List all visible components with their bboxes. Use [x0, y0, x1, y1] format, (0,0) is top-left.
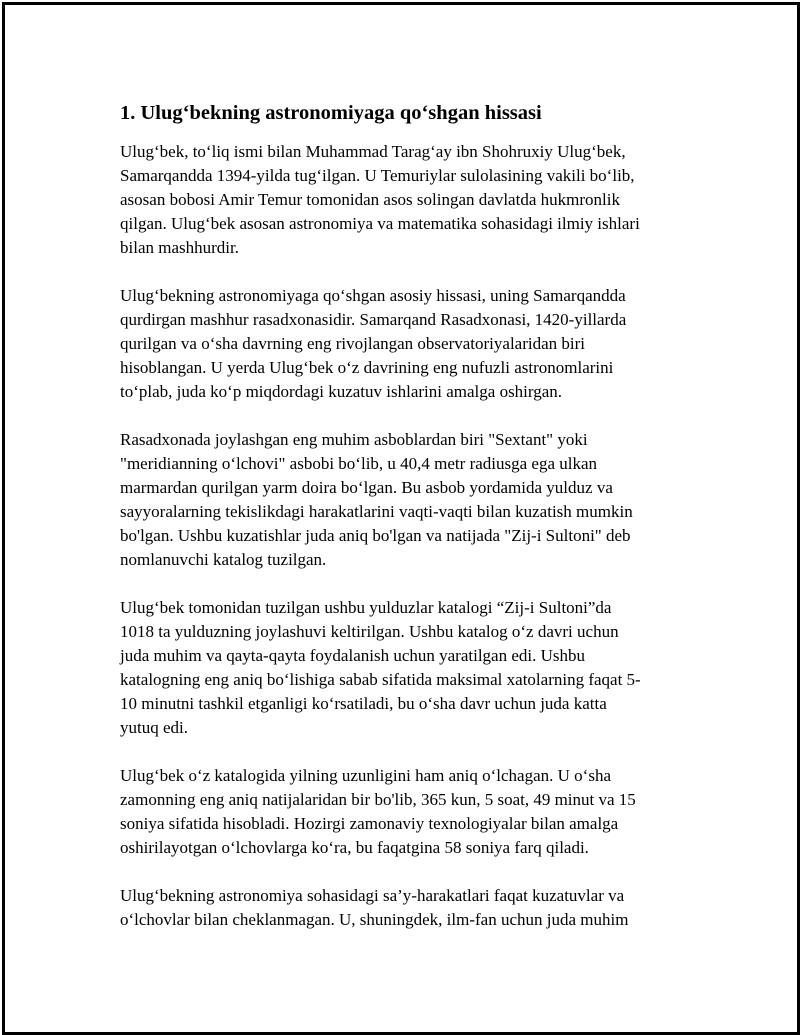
- page-frame: [2, 2, 800, 1035]
- text-line: to‘plab, juda ko‘p miqdordagi kuzatuv ishlarini amalga oshirgan.: [120, 382, 563, 401]
- text-line: Ulug‘bekning astronomiya sohasidagi sa’y-harakatlari faqat kuzatuvlar va: [120, 886, 625, 905]
- section-heading: 1. Ulug‘bekning astronomiyaga qo‘shgan hissasi: [120, 102, 542, 124]
- text-line: hisoblangan. U yerda Ulug‘bek o‘z davrining eng nufuzli astronomlarini: [120, 358, 614, 377]
- text-line: oshirilayotgan o‘lchovlarga ko‘ra, bu faqatgina 58 soniya farq qiladi.: [120, 838, 589, 857]
- document-body: [120, 95, 695, 932]
- text-line: yutuq edi.: [120, 718, 188, 737]
- text-line: Ulug‘bek, to‘liq ismi bilan Muhammad Tarag‘ay ibn Shohruxiy Ulug‘bek,: [120, 142, 626, 161]
- paragraph-biography: [120, 140, 695, 260]
- paragraph-year-length: [120, 764, 695, 860]
- text-line: soniya sifatida hisobladi. Hozirgi zamonaviy texnologiyalar bilan amalga: [120, 814, 619, 833]
- text-line: qurilgan va o‘sha davrning eng rivojlangan observatoriyalaridan biri: [120, 334, 585, 353]
- paragraph-sextant: [120, 428, 695, 572]
- text-line: asosan bobosi Amir Temur tomonidan asos solingan davlatda hukmronlik: [120, 190, 620, 209]
- text-line: bilan mashhurdir.: [120, 238, 239, 257]
- text-line: Ulug‘bek o‘z katalogida yilning uzunligini ham aniq o‘lchagan. U o‘sha: [120, 766, 611, 785]
- paragraph-observatory: [120, 284, 695, 404]
- text-line: sayyoralarning tekislikdagi harakatlarini vaqti-vaqti bilan kuzatish mumkin: [120, 502, 633, 521]
- paragraph-star-catalog: [120, 596, 695, 740]
- text-line: Samarqandda 1394-yilda tug‘ilgan. U Temuriylar sulolasining vakili bo‘lib,: [120, 166, 635, 185]
- text-line: qurdirgan mashhur rasadxonasidir. Samarqand Rasadxonasi, 1420-yillarda: [120, 310, 627, 329]
- text-line: juda muhim va qayta-qayta foydalanish uchun yaratilgan edi. Ushbu: [120, 646, 586, 665]
- text-line: katalogning eng aniq bo‘lishiga sabab sifatida maksimal xatolarning faqat 5-: [120, 670, 641, 689]
- text-line: 10 minutni tashkil etganligi ko‘rsatiladi, bu o‘sha davr uchun juda katta: [120, 694, 607, 713]
- text-line: o‘lchovlar bilan cheklanmagan. U, shuningdek, ilm-fan uchun juda muhim: [120, 910, 629, 929]
- text-line: Rasadxonada joylashgan eng muhim asboblardan biri "Sextant" yoki: [120, 430, 588, 449]
- text-line: 1018 ta yulduzning joylashuvi keltirilgan. Ushbu katalog o‘z davri uchun: [120, 622, 619, 641]
- text-line: zamonning eng aniq natijalaridan bir bo'lib, 365 kun, 5 soat, 49 minut va 15: [120, 790, 636, 809]
- paragraph-contributions: [120, 884, 695, 932]
- text-line: nomlanuvchi katalog tuzilgan.: [120, 550, 327, 569]
- text-line: Ulug‘bek tomonidan tuzilgan ushbu yulduzlar katalogi “Zij-i Sultoni”da: [120, 598, 612, 617]
- text-line: bo'lgan. Ushbu kuzatishlar juda aniq bo'lgan va natijada "Zij-i Sultoni" deb: [120, 526, 631, 545]
- text-line: marmardan qurilgan yarm doira bo‘lgan. Bu asbob yordamida yulduz va: [120, 478, 613, 497]
- text-line: Ulug‘bekning astronomiyaga qo‘shgan asosiy hissasi, uning Samarqandda: [120, 286, 626, 305]
- text-line: qilgan. Ulug‘bek asosan astronomiya va matematika sohasidagi ilmiy ishlari: [120, 214, 640, 233]
- text-line: "meridianning o‘lchovi" asbobi bo‘lib, u 40,4 metr radiusga ega ulkan: [120, 454, 598, 473]
